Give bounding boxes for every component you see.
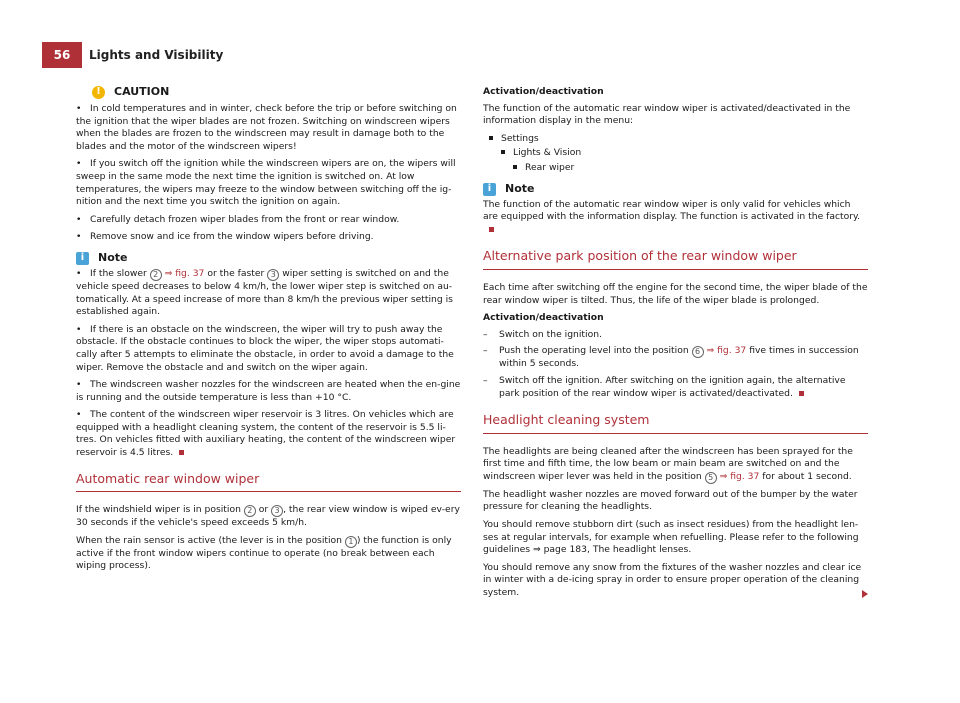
- left-column: [76, 86, 461, 578]
- end-marker: [799, 391, 804, 396]
- menu-path: Settings: [489, 133, 868, 146]
- right-column: [483, 86, 868, 605]
- paragraph: The headlight washer nozzles are moved forward out of the bumper by the water pressure for cleaning the headlights.: [483, 488, 858, 513]
- paragraph: When the rain sensor is active (the lever is in the position 1 ) the function is only active if the front window wipers continue to operate (no break between each wiping process).: [76, 534, 452, 572]
- position-marker: 5: [705, 472, 717, 484]
- paragraph: If the windshield wiper is in position 2 or 3 , the rear view window is wiped ev-ery 30 seconds if the vehicle's speed exceeds 5 km/h.: [76, 504, 460, 529]
- position-marker: 2: [244, 505, 256, 517]
- paragraph: Each time after switching off the engine for the second time, the wiper blade of the rear window wiper is tilted. Thus, the life of the wiper blade is prolonged.: [483, 281, 868, 306]
- figure-link[interactable]: ⇒ fig. 37: [706, 345, 747, 357]
- continue-arrow-icon: [862, 590, 868, 598]
- note-heading: i Note: [76, 252, 461, 265]
- menu-path: Lights & Vision: [501, 147, 868, 160]
- list-item: • If there is an obstacle on the windscreen, the wiper will try to push away the obstacle. If the obstacle continues to block the wiper, the wiper stops automati-cally after 5 attempts to eliminate the obstacle, in order to avoid a damage to the wiper. Remove the obstacle and and switch on the wiper again.: [76, 323, 454, 373]
- list-item: – Switch on the ignition.: [483, 328, 602, 340]
- position-marker: 6: [692, 346, 704, 358]
- list-item: • If you switch off the ignition while the windscreen wipers are on, the wipers will sweep in the same mode the next time the ignition is switched on. At low temperatures, the wipers may freeze to the window between switching off the ig-nition and the next time you switch the ignition on again.: [76, 158, 456, 208]
- paragraph: You should remove stubborn dirt (such as insect residues) from the headlight len-ses at regular intervals, for example when refuelling. Please refer to the following guidelines ⇒ page 183, The headlight lenses.: [483, 519, 859, 556]
- position-marker: 3: [271, 505, 283, 517]
- paragraph: The function of the automatic rear window wiper is only valid for vehicles which are equipped with the information display. The function is activated in the factory.: [483, 199, 868, 237]
- subheading: Activation/deactivation: [483, 312, 604, 324]
- paragraph: The headlights are being cleaned after the windscreen has been sprayed for the first time and fifth time, the low beam or main beam are switched on and the windscreen wiper lever was held in the position 5 ⇒ fig. 37 for about 1 second.: [483, 445, 853, 482]
- caution-heading: ! CAUTION: [76, 86, 461, 99]
- position-marker: 2: [150, 269, 162, 281]
- end-marker: [489, 227, 494, 232]
- figure-link[interactable]: ⇒ fig. 37: [164, 267, 205, 279]
- list-item: • If the slower 2 ⇒ fig. 37 or the faster 3 wiper setting is switched on and the vehicle speed decreases to below 4 km/h, the lower wiper step is switched on au-tomatically. At a speed increase of more than 8 km/h the previous wiper setting is established again.: [76, 267, 453, 318]
- end-marker: [179, 450, 184, 455]
- section-heading: Automatic rear window wiper: [76, 473, 461, 493]
- info-icon: i: [483, 183, 496, 196]
- list-item: • The content of the windscreen wiper reservoir is 3 litres. On vehicles which are equipped with a headlight cleaning system, the content of the reservoir is 5.5 li-tres. On vehicles fitted with auxiliary heating, the content of the windscreen wiper reservoir is 4.5 litres.: [76, 409, 456, 459]
- section-heading: Headlight cleaning system: [483, 414, 868, 434]
- note-heading: i Note: [483, 183, 868, 196]
- list-item: • In cold temperatures and in winter, check before the trip or before switching on the ignition that the wiper blades are not frozen. Switching on windscreen wipers when the blades are frozen to the windscreen may result in damage both to the blades and the motor of the windscreen wipers!: [76, 103, 457, 152]
- list-item: • The windscreen washer nozzles for the windscreen are heated when the en-gine is running and the outside temperature is less than +10 °C.: [76, 379, 461, 403]
- page-number: 56: [42, 42, 82, 68]
- menu-path: Rear wiper: [513, 162, 868, 175]
- list-item: • Carefully detach frozen wiper blades from the front or rear window.: [76, 213, 400, 225]
- section-heading: Alternative park position of the rear window wiper: [483, 250, 868, 270]
- list-item: – Switch off the ignition. After switching on the ignition again, the alternative park position of the rear window wiper is activated/deactivated.: [483, 374, 846, 399]
- warning-icon: !: [92, 86, 105, 99]
- list-item: – Push the operating level into the position 6 ⇒ fig. 37 five times in succession within 5 seconds.: [483, 345, 859, 370]
- paragraph: The function of the automatic rear window wiper is activated/deactivated in the information display in the menu:: [483, 102, 851, 127]
- list-item: • Remove snow and ice from the window wipers before driving.: [76, 231, 374, 243]
- position-marker: 1: [345, 536, 357, 548]
- section-title: Lights and Visibility: [89, 48, 224, 62]
- paragraph: You should remove any snow from the fixtures of the washer nozzles and clear ice in winter with a de-icing spray in order to ensure proper operation of the cleaning system.: [483, 562, 868, 600]
- info-icon: i: [76, 252, 89, 265]
- position-marker: 3: [267, 269, 279, 281]
- subheading: Activation/deactivation: [483, 86, 604, 97]
- figure-link[interactable]: ⇒ fig. 37: [719, 470, 760, 482]
